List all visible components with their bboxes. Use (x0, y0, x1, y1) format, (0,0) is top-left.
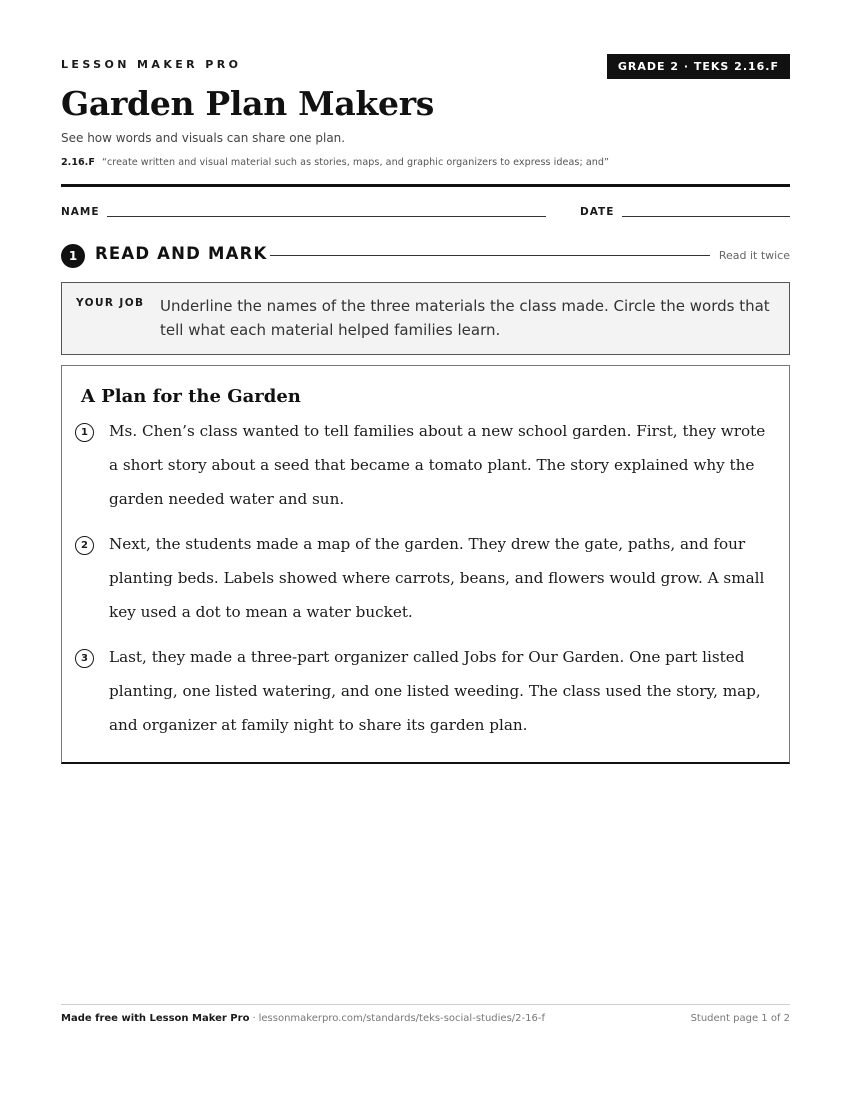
paragraph-text: Last, they made a three-part organizer called Jobs for Our Garden. One part listed planting, one listed watering, and one listed weeding. The class used the story, map, and organizer at family night to share its garden plan. (109, 648, 761, 734)
page-title: Garden Plan Makers (61, 84, 435, 123)
section-title: READ AND MARK (95, 244, 268, 263)
date-field[interactable] (622, 216, 790, 217)
grade-badge: GRADE 2 · TEKS 2.16.F (607, 54, 790, 79)
footer (61, 1013, 790, 1027)
section-rule (270, 255, 710, 256)
top-bar (61, 54, 790, 79)
instructions-label: YOUR JOB (76, 297, 145, 309)
footer-url[interactable]: lessonmakerpro.com/standards/teks-social-studies/2-16-f (258, 1013, 545, 1024)
footer-divider (61, 1004, 790, 1005)
brand-name: LESSON MAKER PRO (61, 58, 242, 71)
footer-credit: Made free with Lesson Maker Pro (61, 1013, 250, 1024)
footer-separator: · (252, 1013, 256, 1024)
name-label: NAME (61, 206, 100, 218)
page-number: Student page 1 of 2 (690, 1013, 790, 1024)
paragraph-text: Ms. Chen’s class wanted to tell families about a new school garden. First, they wrote a short story about a seed that became a tomato plant. The story explained why the garden needed water and sun. (109, 422, 766, 508)
section-header (61, 243, 790, 269)
paragraph-number: 2 (75, 536, 94, 555)
paragraph-number: 3 (75, 649, 94, 668)
section-note: Read it twice (718, 249, 790, 262)
instructions-box (61, 282, 790, 355)
header-divider (61, 184, 790, 187)
standard-text: “create written and visual material such as stories, maps, and graphic organizers to express ideas; and” (101, 157, 610, 168)
paragraph-number: 1 (75, 423, 94, 442)
name-date-row (61, 206, 790, 220)
date-label: DATE (580, 206, 615, 218)
worksheet-page (61, 0, 790, 1100)
standard-line (61, 157, 609, 168)
step-number-badge: 1 (61, 244, 85, 268)
paragraph-text: Next, the students made a map of the garden. They drew the gate, paths, and four planting beds. Labels showed where carrots, beans, and flowers would grow. A small key used a dot to mean a water bucket. (109, 535, 765, 621)
passage-title: A Plan for the Garden (81, 386, 301, 407)
name-field[interactable] (107, 216, 546, 217)
instructions-text: Underline the names of the three materials the class made. Circle the words that tell what each material helped families learn. (160, 297, 770, 339)
standard-code: 2.16.F (61, 157, 95, 168)
page-subtitle: See how words and visuals can share one plan. (61, 131, 346, 145)
reading-passage (61, 365, 790, 764)
